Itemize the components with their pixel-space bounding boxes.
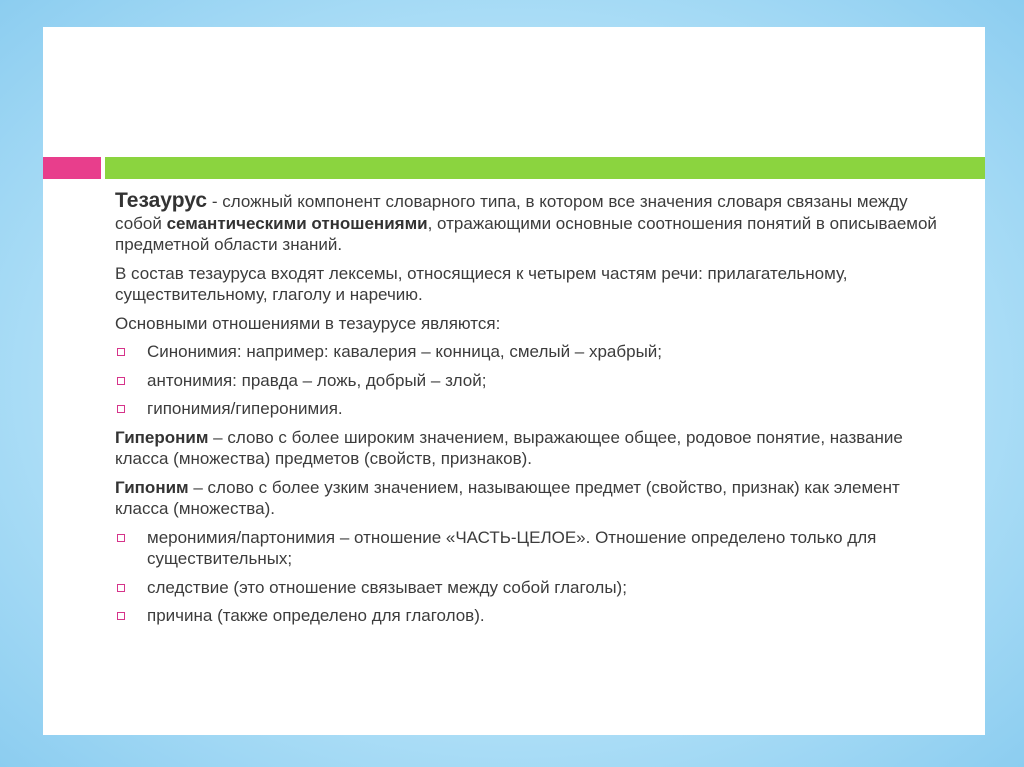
accent-bar-green: [105, 157, 985, 179]
square-bullet-icon: [117, 348, 125, 356]
bullet-item: [115, 370, 955, 392]
square-bullet-icon: [117, 534, 125, 542]
slide-content: [115, 190, 955, 634]
hyponym-paragraph: [115, 477, 955, 520]
bullet-text: Синонимия: например: кавалерия – конница, смелый – храбрый;: [147, 342, 663, 361]
bullet-item: [115, 605, 955, 627]
bullet-item: [115, 577, 955, 599]
bullet-text: меронимия/партонимия – отношение «ЧАСТЬ-ЦЕЛОЕ». Отношение определено только для существительных;: [147, 527, 877, 568]
square-bullet-icon: [117, 405, 125, 413]
accent-bar-pink: [43, 157, 101, 179]
bullet-text: причина (также определено для глаголов).: [147, 606, 485, 625]
hyponym-text: – слово с более узким значением, называющее предмет (свойство, признак) как элемент класса (множества).: [115, 477, 900, 518]
hyponym-term: Гипоним: [115, 477, 189, 497]
relations-intro: Основными отношениями в тезаурусе являются:: [115, 313, 501, 333]
definition-paragraph: [115, 190, 955, 256]
square-bullet-icon: [117, 612, 125, 620]
square-bullet-icon: [117, 377, 125, 385]
definition-term: Тезаурус: [115, 189, 208, 212]
hyperonym-text: – слово с более широким значением, выражающее общее, родовое понятие, название класса (множества) предметов (свойств, признаков).: [115, 427, 903, 468]
definition-text-2: , отражающими основные соотношения понятий в описываемой предметной области знаний.: [115, 213, 937, 254]
bullet-text: следствие (это отношение связывает между собой глаголы);: [147, 577, 627, 597]
hyperonym-term: Гипероним: [115, 427, 209, 447]
square-bullet-icon: [117, 584, 125, 592]
definition-bold-phrase: семантическими отношениями: [166, 213, 428, 233]
bullet-item: [115, 398, 955, 420]
definition-text-1: сложный компонент словарного типа, в котором все значения словаря связаны между собой: [115, 192, 908, 233]
hyperonym-paragraph: [115, 427, 955, 470]
bullet-text: гипонимия/гиперонимия.: [147, 399, 343, 418]
definition-dash: -: [207, 192, 223, 211]
slide: [43, 27, 985, 735]
bullet-item: [115, 527, 955, 570]
composition-paragraph: В состав тезауруса входят лексемы, относящиеся к четырем частям речи: прилагательному, существительному, глаголу и наречию.: [115, 263, 848, 304]
bullet-item: [115, 341, 955, 363]
bullet-text: антонимия: правда – ложь, добрый – злой;: [147, 370, 487, 390]
